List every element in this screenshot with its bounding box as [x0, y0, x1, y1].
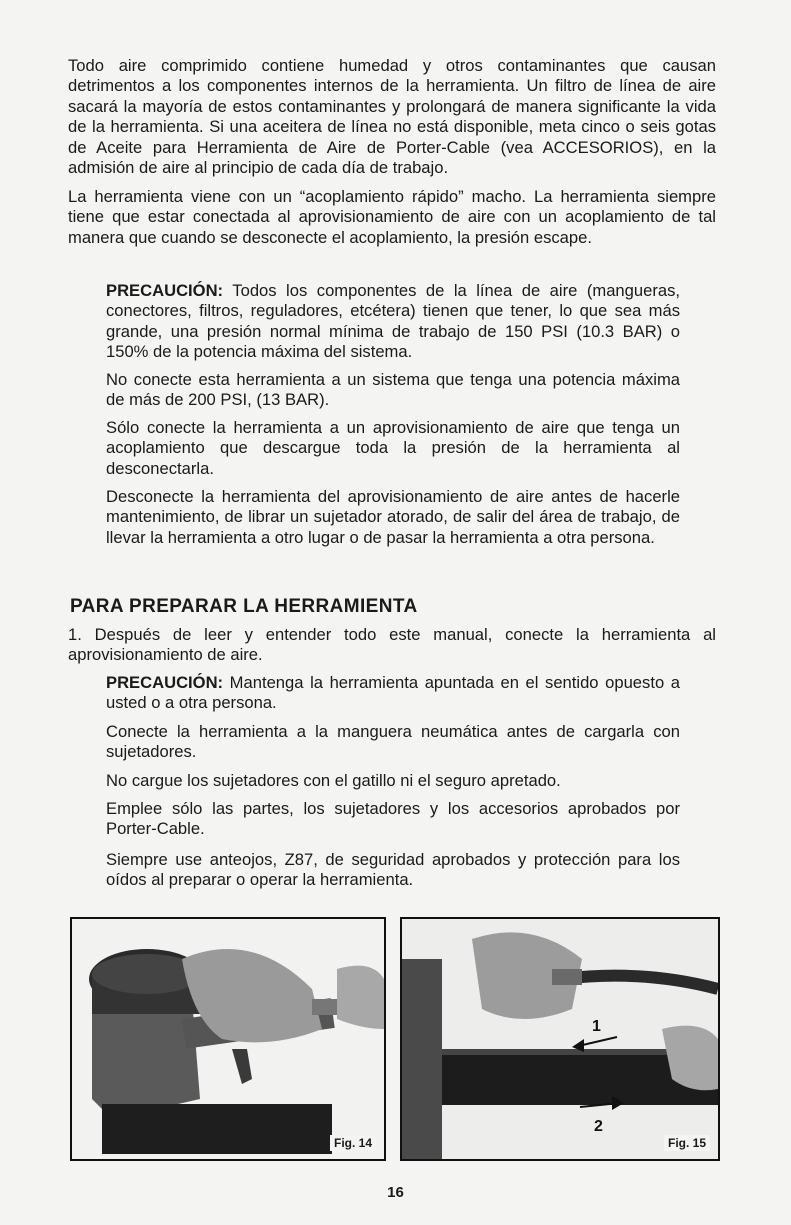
section-heading: PARA PREPARAR LA HERRAMIENTA	[70, 596, 418, 617]
paragraph-moisture: Todo aire comprimido contiene humedad y otros contaminantes que causan detrimentos a los componentes internos de la herramienta. Un filtro de línea de aire sacará la mayoría de estos contaminantes y prolongará de manera significante la vida de la herramienta. Si una aceitera de línea no está disponible, meta cinco o seis gotas de Aceite para Herramienta de Aire de Porter-Cable (vea ACCESORIOS), en la admisión de aire al principio de cada día de trabajo.	[68, 56, 716, 178]
nailer-magazine-load-illustration	[402, 919, 718, 1159]
warning-coupling-discharge: Sólo conecte la herramienta a un aprovisionamiento de aire que tenga un acoplamiento que descargue toda la presión de la herramienta al desconectarla.	[106, 418, 680, 478]
caution-text: Todos los componentes de la línea de aire (mangueras, conectores, filtros, reguladores, etcétera) tienen que tener, lo que sea más grande, una presión normal mínima de trabajo de 150 PSI (10.3 BAR) o 150% de la potencia máxima del sistema.	[106, 281, 680, 362]
nailer-air-connect-illustration	[72, 919, 384, 1159]
caution-air-line	[106, 281, 680, 363]
figure-14	[70, 917, 386, 1161]
arrow-1-label: 1	[592, 1018, 601, 1035]
caution-point-away	[106, 673, 680, 714]
warning-disconnect: Desconecte la herramienta del aprovisionamiento de aire antes de hacerle mantenimiento, de librar un sujetador atorado, de salir del área de trabajo, de llevar la herramienta a otro lugar o de pasar la herramienta a otra persona.	[106, 487, 680, 547]
step-1: 1. Después de leer y entender todo este manual, conecte la herramienta al aprovisionamiento de aire.	[68, 625, 716, 665]
warning-approved-parts: Emplee sólo las partes, los sujetadores y los accesorios aprobados por Porter-Cable.	[106, 799, 680, 839]
warning-max-pressure: No conecte esta herramienta a un sistema que tenga una potencia máxima de más de 200 PSI, (13 BAR).	[106, 370, 680, 410]
caution-label: PRECAUCIÓN:	[106, 673, 224, 692]
figure-15	[400, 917, 720, 1161]
figure-label: Fig. 15	[664, 1135, 710, 1151]
arrow-2-label: 2	[594, 1118, 603, 1135]
page-number: 16	[387, 1184, 404, 1201]
caution-label: PRECAUCIÓN:	[106, 281, 224, 300]
warning-trigger: No cargue los sujetadores con el gatillo ni el seguro apretado.	[106, 771, 561, 790]
caution-text: Mantenga la herramienta apuntada en el sentido opuesto a usted o a otra persona.	[106, 673, 680, 713]
paragraph-coupling: La herramienta viene con un “acoplamiento rápido” macho. La herramienta siempre tiene que estar conectada al aprovisionamiento de aire con un acoplamiento de tal manera que cuando se desconecte el acoplamiento, la presión escape.	[68, 187, 716, 247]
figure-label: Fig. 14	[330, 1135, 376, 1151]
warning-connect-hose: Conecte la herramienta a la manguera neumática antes de cargarla con sujetadores.	[106, 722, 680, 762]
warning-safety-glasses: Siempre use anteojos, Z87, de seguridad aprobados y protección para los oídos al preparar o operar la herramienta.	[106, 850, 680, 890]
